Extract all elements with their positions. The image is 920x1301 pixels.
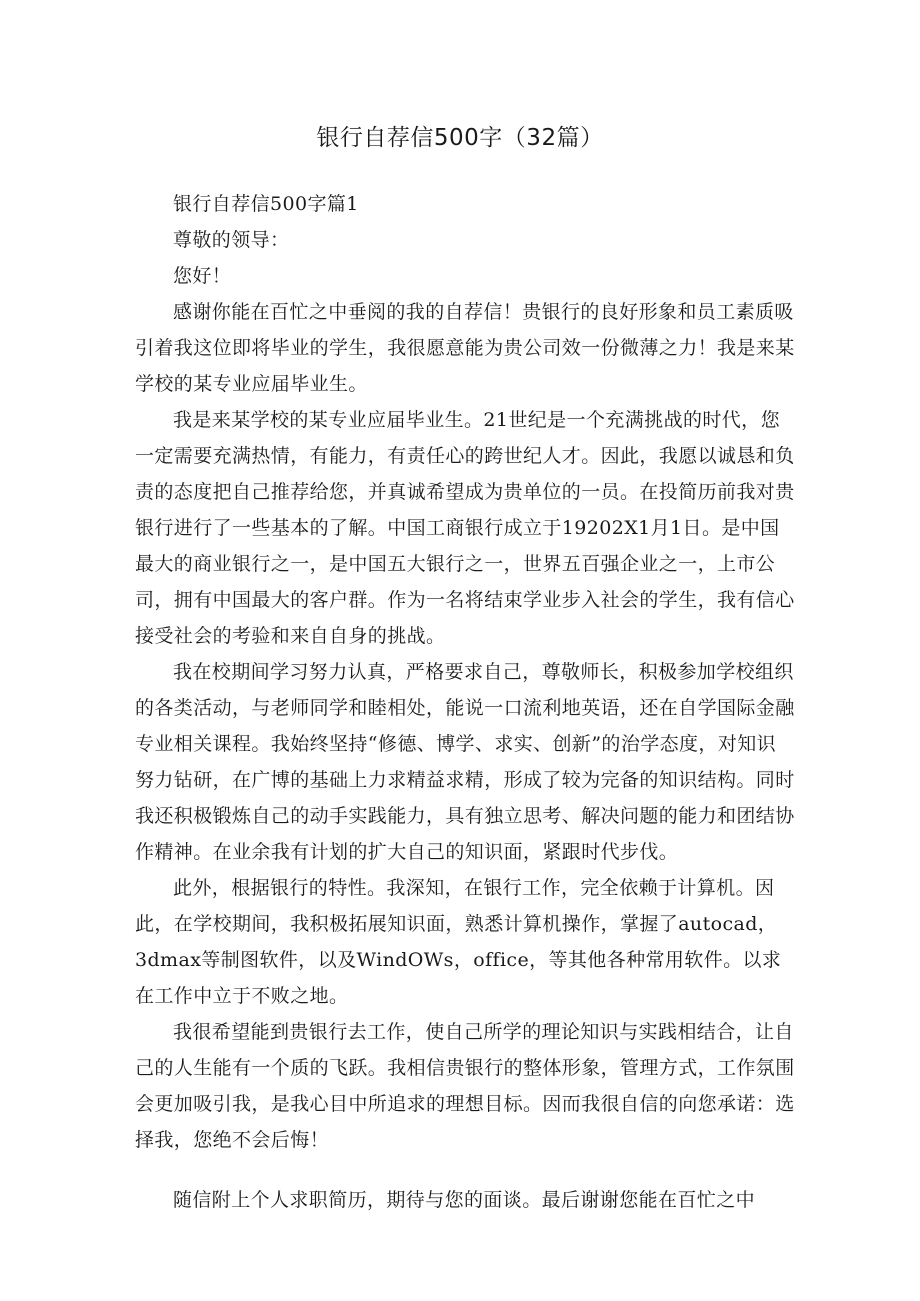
section-heading: 银行自荐信500字篇1 <box>173 193 359 215</box>
paragraph-skills: 此外，根据银行的特性。我深知，在银行工作，完全依赖于计算机。因此，在学校期间，我积极拓展知识面，熟悉计算机操作，掌握了autocad，3dmax等制图软件，以及WindOWs，office，等其他各种常用软件。以求在工作中立于不败之地。 <box>135 877 782 1007</box>
document-title: 银行自荐信500字（32篇） <box>316 125 604 151</box>
paragraph-closing: 随信附上个人求职简历，期待与您的面谈。最后谢谢您能在百忙之中 <box>173 1189 756 1211</box>
paragraph-intro: 感谢你能在百忙之中垂阅的我的自荐信！贵银行的良好形象和员工素质吸引着我这位即将毕业的学生，我很愿意能为贵公司效一份微薄之力！我是来某学校的某专业应届毕业生。 <box>135 301 795 395</box>
paragraph-background: 我是来某学校的某专业应届毕业生。21世纪是一个充满挑战的时代，您一定需要充满热情，有能力，有责任心的跨世纪人才。因此，我愿以诚恳和负责的态度把自己推荐给您，并真诚希望成为贵单位的一员。在投简历前我对贵银行进行了一些基本的了解。中国工商银行成立于19202X1月1日。是中国最大的商业银行之一，是中国五大银行之一，世界五百强企业之一，上市公司，拥有中国最大的客户群。作为一名将结束学业步入社会的学生，我有信心接受社会的考验和来自自身的挑战。 <box>135 409 795 647</box>
paragraph-aspiration: 我很希望能到贵银行去工作，使自己所学的理论知识与实践相结合，让自己的人生能有一个质的飞跃。我相信贵银行的整体形象，管理方式，工作氛围会更加吸引我，是我心目中所追求的理想目标。因而我很自信的向您承诺：选择我，您绝不会后悔！ <box>135 1021 795 1151</box>
greeting: 您好！ <box>173 265 232 287</box>
paragraph-study: 我在校期间学习努力认真，严格要求自己，尊敬师长，积极参加学校组织的各类活动，与老师同学和睦相处，能说一口流利地英语，还在自学国际金融专业相关课程。我始终坚持“修德、博学、求实、创新”的治学态度，对知识努力钻研，在广博的基础上力求精益求精，形成了较为完备的知识结构。同时我还积极锻炼自己的动手实践能力，具有独立思考、解决问题的能力和团结协作精神。在业余我有计划的扩大自己的知识面，紧跟时代步伐。 <box>135 661 795 863</box>
document-body <box>135 186 795 1218</box>
salutation: 尊敬的领导： <box>173 229 290 251</box>
